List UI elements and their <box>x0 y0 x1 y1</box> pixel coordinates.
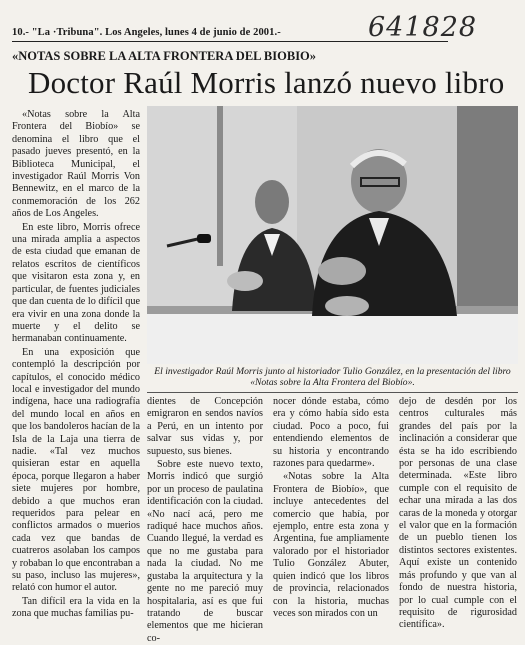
paragraph: dejo de desdén por los centros culturales más grandes del país por la inclinación a considerar que ésta se ha ido escribiendo por personas de una clase determinada. «Este libro cumple con el requisito de echar una mirada a las dos caras de la moneda y otorgar el valor que en la formación de un pueblo tienen los distintos sectores existentes. Aquí existe un contenido más profundo y que van al fondo de nuestra historia, por lo cual cumple con el requisito de rigurosidad científica». <box>399 396 517 631</box>
paragraph: Sobre este nuevo texto, Morris indicó que surgió por un proceso de paulatina identificación con la ciudad. «No nací acá, pero me radiqué hace muchos años. Cuando llegué, la verdad es que no me gustaba para nada la ciudad. No me gustaba la arquitectura y la gente no me pareció muy hospitalaria, así es que fui tratando de buscar elementos que me hicieran co- <box>147 459 263 644</box>
paragraph: En una exposición que contempló la descripción por capítulos, el conocido médico local e investigador del mundo indígena, hace una radiografía del mundo local en años en que los bandoleros hacían de la Isla de la Laja una tierra de nadie. «Tal vez muchos quisieran estar en aquella época, porque llegaron a haber siete mujeres por hombre, debido a que muchos eran requeridos para pelear en conflictos armados o muerios cada vez que bandas de cuatreros asolaban los campos y robaban lo que encontraban a su paso, incluso las mujeres», relató con humor el autor. <box>12 346 140 594</box>
page-header-line: 10.- "La ·Tribuna". Los Angeles, lunes 4 de junio de 2001.- <box>12 27 281 38</box>
article-column-3 <box>273 396 389 619</box>
paragraph: Tan difícil era la vida en la zona que muchas familias pu- <box>12 595 140 620</box>
article-column-1 <box>12 109 140 620</box>
photo-illustration <box>147 106 518 364</box>
paragraph: «Notas sobre la Alta Frontera del Biobío» se denomina el libro que el pasado jueves presentó, en la Biblioteca Municipal, el investigador Raúl Morris Von Bennewitz, en el marco de la conmemoración de los 262 años de Los Angeles. <box>12 109 140 220</box>
article-column-4 <box>399 396 517 631</box>
article-column-2 <box>147 396 263 644</box>
paragraph: nocer dónde estaba, cómo era y cómo había sido esta ciudad. Poco a poco, fui entendiendo elementos de su historia y encontrando razones para quedarme». <box>273 396 389 470</box>
article-photo <box>147 106 518 364</box>
article-headline: Doctor Raúl Morris lanzó nuevo libro <box>28 65 505 100</box>
handwritten-archive-number: 641828 <box>368 12 478 43</box>
paragraph: «Notas sobre la Alta Frontera de Biobío», que incluye antecedentes del comercio que había, por ejemplo, entre esta zona y Argentina, fue ampliamente valorado por el historiador Tulio González Abuter, quien indicó que los libros de provincia, relacionados con la historia, muchas veces son mirados con un <box>273 471 389 619</box>
paragraph: dientes de Concepción emigraron en sendos navíos a Perú, en un intento por salvar sus vidas y, por supuesto, sus bienes. <box>147 396 263 457</box>
photo-caption: El investigador Raúl Morris junto al historiador Tulio González, en la presentación del libro «Notas sobre la Alta Frontera del Biobío». <box>154 366 511 389</box>
article-kicker: «NOTAS SOBRE LA ALTA FRONTERA DEL BIOBIO» <box>12 49 317 63</box>
paragraph: En este libro, Morris ofrece una mirada amplia a aspectos de esta ciudad que emanan de relatos escritos de científicos que visitaron esta zona y, en particular, de fuentes judiciales que dan cuenta de lo difícil que era vivir en una zona donde la muerte y el delito se hermanaban continuamente. <box>12 221 140 345</box>
caption-rule <box>147 392 518 393</box>
